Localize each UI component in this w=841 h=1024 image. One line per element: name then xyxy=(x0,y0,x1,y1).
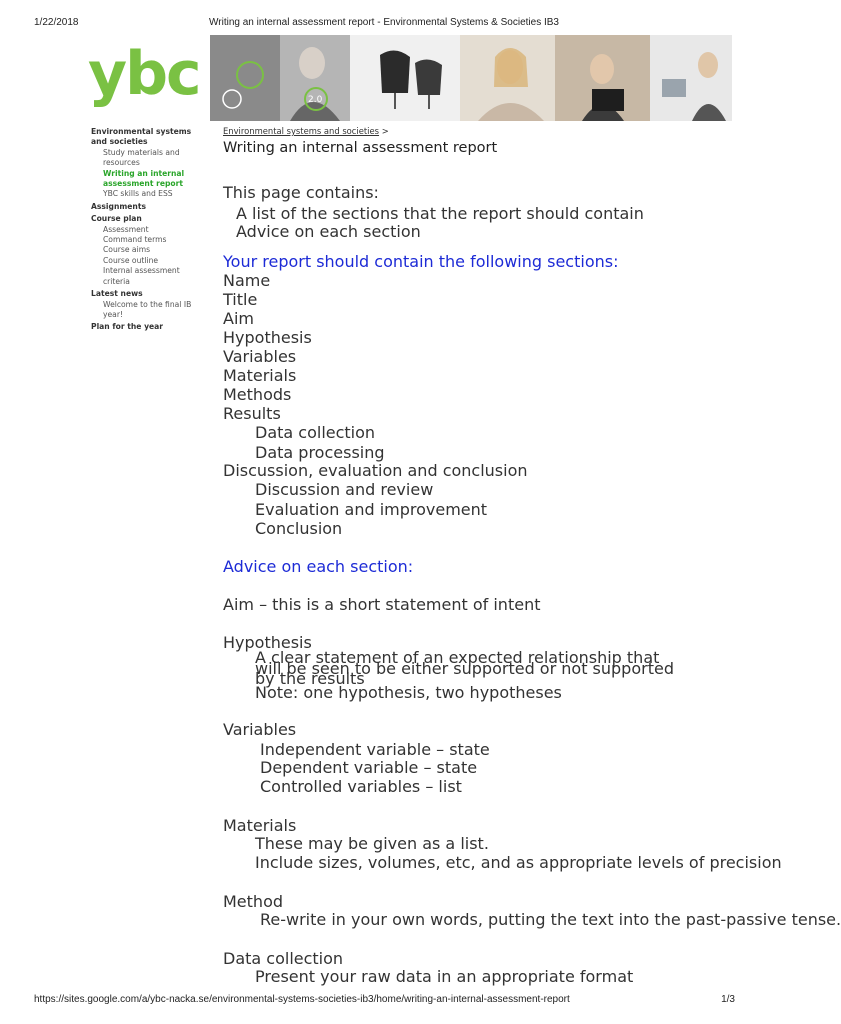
sidebar-nav xyxy=(91,127,206,333)
section-title: Title xyxy=(223,290,258,309)
advice-materials-label: Materials xyxy=(223,816,297,835)
materials-item-list: These may be given as a list. xyxy=(255,834,489,853)
sidebar-item-course-plan[interactable]: Course plan xyxy=(91,214,142,224)
materials-item-sizes: Include sizes, volumes, etc, and as appropriate levels of precision xyxy=(255,853,782,872)
results-sub-data-processing: Data processing xyxy=(255,443,385,462)
variables-controlled: Controlled variables – list xyxy=(260,777,462,796)
sidebar-item-ia-criteria[interactable]: Internal assessment criteria xyxy=(103,266,180,286)
advice-data-collection-label: Data collection xyxy=(223,949,344,968)
results-sub-data-collection: Data collection xyxy=(255,423,376,442)
section-discussion: Discussion, evaluation and conclusion xyxy=(223,461,528,480)
advice-hypothesis-label: Hypothesis xyxy=(223,633,312,652)
breadcrumb xyxy=(223,126,703,136)
sidebar-item-study-materials[interactable]: Study materials and resources xyxy=(103,147,180,168)
section-results: Results xyxy=(223,404,281,423)
sections-heading: Your report should contain the following sections: xyxy=(223,252,619,271)
variables-dependent: Dependent variable – state xyxy=(260,758,478,777)
sidebar-item-assignments[interactable]: Assignments xyxy=(91,201,146,211)
advice-variables-label: Variables xyxy=(223,720,297,739)
section-name: Name xyxy=(223,271,271,290)
banner-photo-collage xyxy=(210,35,732,121)
section-hypothesis: Hypothesis xyxy=(223,328,312,347)
print-url: https://sites.google.com/a/ybc-nacka.se/environmental-systems-societies-ib3/home/writing-an-internal-assessment-report xyxy=(34,994,570,1005)
advice-aim: Aim – this is a short statement of intent xyxy=(223,595,541,614)
discussion-sub-conclusion: Conclusion xyxy=(255,519,343,538)
sidebar-item-ybc-skills[interactable]: YBC skills and ESS xyxy=(103,189,173,199)
sidebar-item-assessment[interactable]: Assessment xyxy=(103,224,149,234)
advice-heading: Advice on each section: xyxy=(223,557,414,576)
discussion-sub-evaluation: Evaluation and improvement xyxy=(255,500,488,519)
header-banner xyxy=(210,35,732,121)
advice-method-text: Re-write in your own words, putting the text into the past-passive tense. xyxy=(260,910,841,929)
sidebar-item-welcome-post[interactable]: Welcome to the final IB year! xyxy=(103,299,192,319)
print-page-number: 1/3 xyxy=(721,994,735,1005)
section-variables: Variables xyxy=(223,347,297,366)
sidebar-item-course-outline[interactable]: Course outline xyxy=(103,255,159,265)
main-content xyxy=(223,126,703,156)
discussion-sub-review: Discussion and review xyxy=(255,480,434,499)
page-contains-label: This page contains: xyxy=(223,183,379,202)
section-materials: Materials xyxy=(223,366,297,385)
advice-hypothesis-note: Note: one hypothesis, two hypotheses xyxy=(255,683,562,702)
breadcrumb-separator: > xyxy=(381,126,389,136)
sidebar-item-course-aims[interactable]: Course aims xyxy=(103,245,151,255)
section-methods: Methods xyxy=(223,385,292,404)
print-title: Writing an internal assessment report - Environmental Systems & Societies IB3 xyxy=(209,17,559,28)
breadcrumb-link-ess[interactable]: Environmental systems and societies xyxy=(223,126,380,136)
contains-item-advice: Advice on each section xyxy=(236,222,421,241)
sidebar-item-latest-news[interactable]: Latest news xyxy=(91,289,143,299)
ybc-logo[interactable]: ybc xyxy=(88,39,200,109)
sidebar-item-internal-assessment-report[interactable]: Writing an internal assessment report xyxy=(103,168,185,189)
sidebar-item-plan-for-year[interactable]: Plan for the year xyxy=(91,322,164,332)
variables-independent: Independent variable – state xyxy=(260,740,490,759)
page-title: Writing an internal assessment report xyxy=(223,140,498,156)
sidebar-item-command-terms[interactable]: Command terms xyxy=(103,235,167,245)
contains-item-sections: A list of the sections that the report should contain xyxy=(236,204,644,223)
advice-method-label: Method xyxy=(223,892,284,911)
advice-hypothesis-text: A clear statement of an expected relationship that will be seen to be either supported or not supported by the results xyxy=(255,648,674,689)
sidebar-item-ess[interactable]: Environmental systems and societies xyxy=(91,127,192,147)
section-aim: Aim xyxy=(223,309,254,328)
advice-data-collection-text: Present your raw data in an appropriate format xyxy=(255,967,634,986)
banner-badge: 2.0 xyxy=(308,95,323,105)
print-date: 1/22/2018 xyxy=(34,17,79,28)
